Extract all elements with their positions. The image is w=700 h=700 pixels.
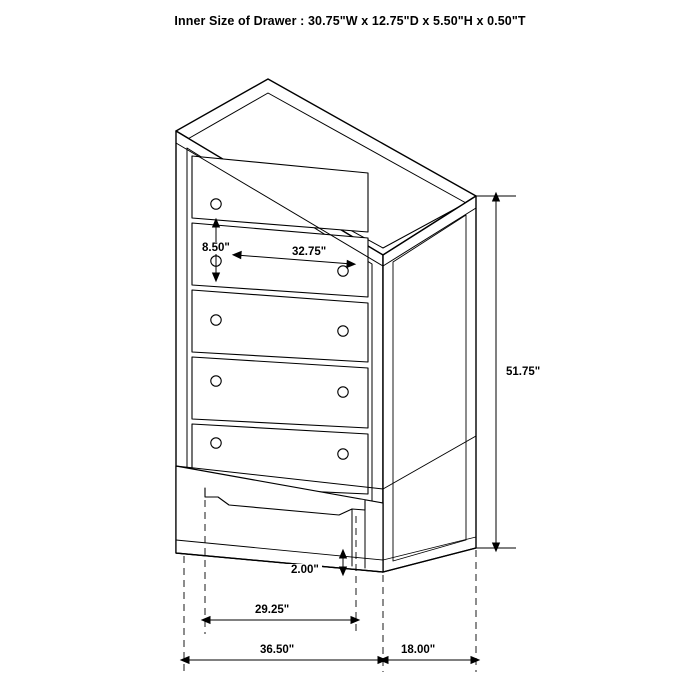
label-total-height: 51.75" bbox=[503, 366, 543, 378]
drawer-3 bbox=[192, 290, 368, 362]
page-title: Inner Size of Drawer : 30.75"W x 12.75"D x 5.50"H x 0.50"T bbox=[174, 14, 526, 28]
label-drawer-height: 8.50" bbox=[199, 242, 233, 254]
dim-overall-depth bbox=[380, 657, 479, 664]
drawer-4 bbox=[192, 357, 368, 428]
label-base-clearance: 2.00" bbox=[288, 564, 322, 576]
label-overall-width: 36.50" bbox=[257, 644, 297, 656]
label-drawer-width: 32.75" bbox=[289, 246, 329, 258]
dim-overall-width bbox=[181, 657, 386, 664]
label-inner-width: 29.25" bbox=[252, 604, 292, 616]
chest-side-panel bbox=[383, 196, 476, 572]
dim-inner-width bbox=[202, 617, 359, 624]
label-overall-depth: 18.00" bbox=[398, 644, 438, 656]
